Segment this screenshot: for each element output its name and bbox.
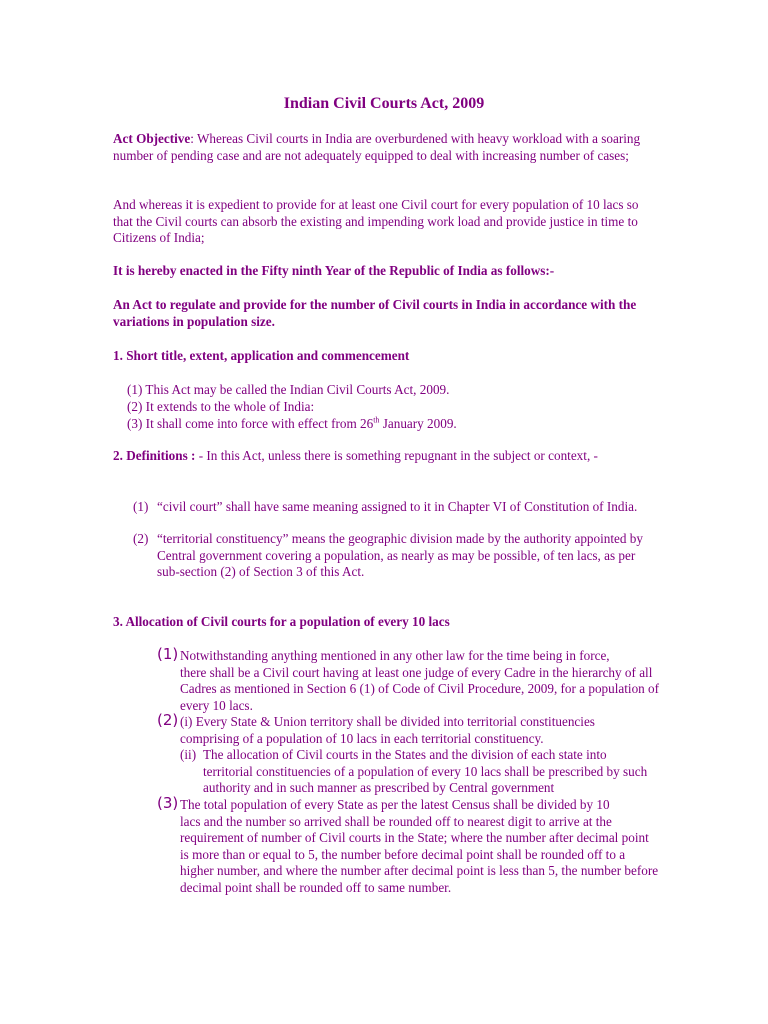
objective-label: Act Objective (113, 131, 191, 146)
whereas-paragraph: And whereas it is expedient to provide for at least one Civil court for every population of 10 lacs so that the Civil courts can absorb the existing and impending work load and provide justice in time to Citizens of India; (113, 197, 639, 245)
objective-paragraph (113, 131, 653, 164)
section1-item3-suffix: January 2009. (379, 416, 457, 431)
allocation-number: (1) (157, 645, 179, 663)
allocation-number: (3) (157, 794, 179, 812)
definition-text: “civil court” shall have same meaning assigned to it in Chapter VI of Constitution of India. (157, 499, 638, 514)
section1-list (127, 382, 647, 433)
definition-number: (2) (133, 531, 149, 546)
allocation-text-rest: there shall be a Civil court having at least one judge of every Cadre in the hierarchy of all Cadres as mentioned in Section 6 (1) of Code of Civil Procedure, 2009, for a population of every 10 lacs. (180, 664, 660, 713)
allocation-text (180, 648, 660, 714)
section1-item: (1) This Act may be called the Indian Civil Courts Act, 2009. (127, 382, 450, 397)
section1-item3-prefix: (3) It shall come into force with effect from 26 (127, 416, 374, 431)
allocation-text-first: The total population of every State as per the latest Census shall be divided by 10 (180, 797, 610, 812)
section2-intro: - In this Act, unless there is something repugnant in the subject or context, - (195, 448, 598, 463)
subitem-text: The allocation of Civil courts in the States and the division of each state into territorial constituencies of a population of every 10 lacs shall be prescribed by such authority and in such manner as prescribed by Central government (203, 747, 648, 795)
section2-heading: 2. Definitions : (113, 448, 196, 463)
section1-heading: 1. Short title, extent, application and commencement (113, 348, 410, 363)
enacted-paragraph: It is hereby enacted in the Fifty ninth Year of the Republic of India as follows:- (113, 263, 555, 278)
document-title: Indian Civil Courts Act, 2009 (283, 95, 485, 112)
section2-heading-line (113, 448, 653, 465)
definition-number: (1) (133, 499, 149, 514)
act-purpose-paragraph: An Act to regulate and provide for the number of Civil courts in India in accordance with the variations in population size. (113, 297, 637, 329)
section1-item (127, 416, 647, 433)
objective-text: : Whereas Civil courts in India are overburdened with heavy workload with a soaring number of pending case and are not adequately equipped to deal with increasing number of cases; (113, 131, 641, 163)
allocation-text-rest: comprising of a population of 10 lacs in each territorial constituency. (180, 730, 544, 746)
definition-text: “territorial constituency” means the geographic division made by the authority appointed by Central government covering a population, as nearly as may be possible, of ten lacs, as per sub-section (2) of Section 3 of this Act. (157, 531, 643, 579)
allocation-text-first: (i) Every State & Union territory shall be divided into territorial constituencies (180, 714, 595, 729)
subitem-number: (ii) (180, 747, 197, 762)
section3-heading: 3. Allocation of Civil courts for a population of every 10 lacs (113, 614, 450, 629)
allocation-text-rest: lacs and the number so arrived shall be rounded off to nearest digit to arrive at the requirement of number of Civil courts in the State; where the number after decimal point is more than or equal to 5, the number before decimal point shall be rounded off to a higher number, and where the number after decimal point is less than 5, the number before decimal point shall be rounded off to same number. (180, 813, 659, 895)
allocation-text (180, 797, 660, 896)
allocation-text-first: Notwithstanding anything mentioned in any other law for the time being in force, (180, 648, 610, 663)
allocation-text (180, 714, 660, 747)
allocation-number: (2) (157, 711, 179, 729)
section1-item: (2) It extends to the whole of India: (127, 399, 315, 414)
section1-item3-sup: th (373, 415, 380, 425)
